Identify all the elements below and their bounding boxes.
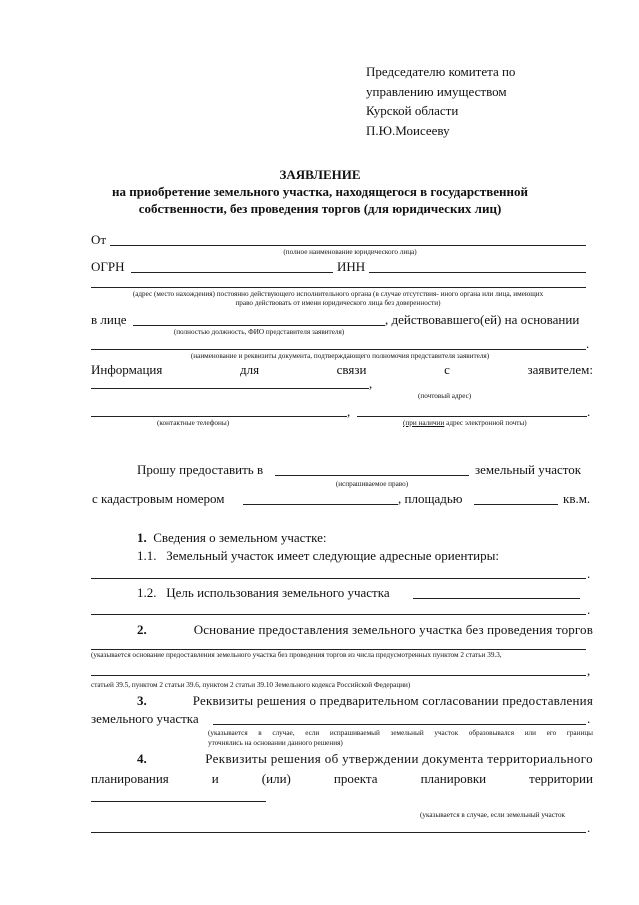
usage-purpose-field[interactable] [413,598,580,599]
acting-basis-label: , действовавшего(ей) на основании [385,312,580,327]
comma: , [369,376,373,391]
addressee-block [366,62,515,140]
document-subtitle-1: на приобретение земельного участка, находящегося в государственной [112,184,528,199]
section-4-hint: (указывается в случае, если земельный участок [420,811,566,819]
person-label: в лице [91,312,127,327]
usage-purpose-field-2[interactable] [91,614,586,615]
section-3-line-1: Реквизиты решения о предварительном согласовании предоставления [192,693,593,708]
section-3-heading [137,693,593,709]
from-label: От [91,232,107,247]
preliminary-decision-field[interactable] [213,724,586,725]
applicant-name-hint: (полное наименование юридического лица) [283,248,417,256]
land-plot-label: земельный участок [475,462,582,477]
section-4-word-5: планировки [420,771,487,786]
section-4-word-1: планирования [91,771,169,786]
addressee-line-1: Председателю комитета по [366,64,516,79]
section-1-label: Сведения о земельном участке: [153,530,327,545]
basis-field[interactable] [91,649,586,650]
area-label: , площадью [398,491,463,506]
addressee-line-4: П.Ю.Моисееву [366,122,450,138]
section-3-line-2: земельного участка [91,711,199,726]
contact-word-5: заявителем: [527,362,593,377]
section-4-word-3: (или) [261,771,291,786]
applicant-address-field[interactable] [91,287,586,288]
area-field[interactable] [474,504,558,505]
section-1-heading [137,530,327,546]
period: . [587,404,591,419]
postal-address-field[interactable] [91,388,369,389]
email-hint-rest: адрес электронной почты) [444,419,527,427]
contact-word-2: для [239,362,260,377]
email-field[interactable] [357,416,587,417]
basis-field-2[interactable] [91,675,586,676]
section-4-word-2: и [211,771,219,786]
authority-document-field[interactable] [91,349,586,350]
postal-address-hint: (почтовый адрес) [418,392,472,400]
cadastral-label: с кадастровым номером [92,491,225,506]
section-4-line-1: Реквизиты решения об утверждении документа территориального [205,751,593,766]
email-hint [403,419,527,428]
applicant-name-field[interactable] [110,245,586,246]
requested-right-field[interactable] [275,475,469,476]
ogrn-field[interactable] [131,272,333,273]
addressee-line-2: управлению имуществом [366,83,507,99]
section-4-heading [137,751,593,767]
contact-word-1: Информация [91,362,163,377]
authority-document-hint: (наименование и реквизиты документа, подтверждающего полномочия представителя заявителя) [190,352,490,360]
phones-field[interactable] [91,416,347,417]
planning-decision-field-2[interactable] [91,832,586,833]
section-1-2-number: 1.2. [137,585,157,600]
inn-label: ИНН [337,259,366,274]
address-hint-2: право действовать от имени юридического лица без доверенности) [235,299,441,307]
cadastral-number-field[interactable] [243,504,398,505]
section-1-1 [137,548,499,564]
document-subtitle-2: собственности, без проведения торгов (для юридических лиц) [138,201,502,216]
period: . [587,820,591,835]
section-3-hint-2: уточнялись на основании данного решения) [208,739,343,747]
section-1-2 [137,585,390,601]
representative-field[interactable] [133,325,385,326]
section-2-number: 2. [137,622,147,637]
phones-hint: (контактные телефоны) [157,419,230,427]
period: . [587,602,591,617]
contact-info-line [91,362,593,378]
section-4-number: 4. [137,751,147,766]
document-title: ЗАЯВЛЕНИЕ [279,167,361,182]
request-label: Прошу предоставить в [137,462,264,477]
unit-label: кв.м. [563,491,591,506]
section-1-1-label: Земельный участок имеет следующие адресные ориентиры: [166,548,499,563]
period: . [587,566,591,581]
comma: , [347,404,351,419]
section-1-number: 1. [137,530,147,545]
requested-right-hint: (испрашиваемое право) [335,480,409,488]
comma: , [587,663,591,678]
email-hint-underlined: (при наличии [403,419,445,427]
section-4-word-6: территории [529,771,593,786]
planning-decision-field[interactable] [91,801,266,802]
contact-word-3: связи [336,362,367,377]
period: . [586,336,590,351]
section-4-line-2 [91,771,593,787]
section-2-label: Основание предоставления земельного участка без проведения торгов [193,622,593,637]
ogrn-label: ОГРН [91,259,125,274]
section-3-number: 3. [137,693,147,708]
section-1-1-number: 1.1. [137,548,157,563]
section-4-word-4: проекта [333,771,378,786]
representative-hint: (полностью должность, ФИО представителя заявителя) [173,328,345,336]
address-landmarks-field[interactable] [91,578,586,579]
period: . [587,711,591,726]
inn-field[interactable] [369,272,586,273]
basis-hint-2: статьей 39.5, пунктом 2 статьи 39.6, пунктом 2 статьи 39.10 Земельного кодекса Российской Федерации) [91,681,411,689]
section-2-heading [137,622,593,638]
address-hint-1: (адрес (место нахождения) постоянно действующего исполнительного органа (в случае отсутствия- иного органа или лица, имеющих [132,290,544,298]
section-1-2-label: Цель использования земельного участка [166,585,390,600]
basis-hint-1: (указывается основание предоставления земельного участка без проведения торгов из числа предусмотренных пунктом 2 статьи 39.3, [91,651,502,659]
contact-word-4: с [444,362,450,377]
addressee-line-3: Курской области [366,103,459,118]
section-3-hint-1: (указывается в случае, если испрашиваемый земельный участок образовывался или его границы [208,729,593,737]
